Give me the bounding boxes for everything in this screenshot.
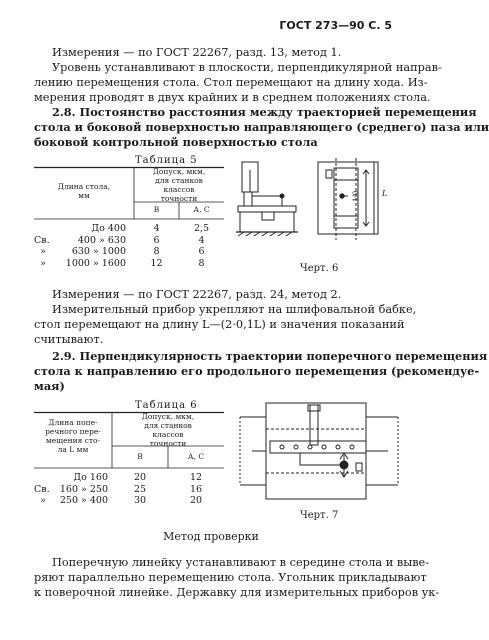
s28-line1: 2.8. Постоянство расстояния между траекторией перемещения: [52, 105, 477, 119]
para1-line1: Измерения — по ГОСТ 22267, разд. 13, метод 1.: [52, 46, 342, 59]
table5-row2-b: 6: [153, 234, 160, 246]
table5-header-tolerance: [134, 167, 224, 203]
table6-header-length-l1: Длина попе-: [48, 418, 98, 427]
table6-row1-b: 20: [133, 472, 147, 483]
table6-header-length-l4: ла L мм: [57, 445, 89, 454]
method-line3: к поверочной линейке. Державку для измерительных приборов ук-: [34, 586, 440, 599]
figure-7-drawing: [240, 393, 400, 511]
table5-header-ac: А, С: [193, 205, 210, 214]
table6-row1-length: До 160: [73, 472, 108, 483]
table5-header-length-l1: Длина стола,: [57, 182, 111, 191]
table6-row2-length: 160 » 250: [59, 483, 108, 495]
table5-row3-length: 630 » 1000: [71, 246, 126, 258]
s29-line1: 2.9. Перпендикулярность траектории поперечного перемещения: [52, 349, 488, 363]
table6-header-tol-l2: для станков: [144, 421, 192, 430]
table5-header-tol-l2: для станков: [155, 176, 203, 185]
table5-header-tol-l1: Допуск, мкм,: [152, 167, 206, 176]
table6-row1-ac: 12: [189, 472, 203, 483]
table5-row4-pre: »: [40, 257, 46, 269]
page-header: ГОСТ 273—90 С. 5: [279, 19, 392, 32]
table5-header-b: В: [153, 205, 160, 214]
table6-header-ac: А, С: [187, 452, 205, 461]
table6-header-tol-l3: классов: [152, 430, 184, 439]
table6-row2-pre: Св.: [34, 483, 50, 495]
table5-row1-b: 4: [153, 223, 160, 234]
method-title: Метод проверки: [163, 530, 259, 543]
table5-header-tol-l3: классов: [163, 185, 195, 194]
table6-header-tol-l4: точности: [149, 439, 187, 448]
table6-row2-b: 25: [133, 483, 147, 495]
table6-header-length: [34, 418, 112, 454]
figure6-dim-label-2: L: [382, 189, 388, 198]
table5-row1-length: До 400: [91, 223, 126, 234]
table6-header-tolerance: [112, 412, 224, 448]
table6-row3-ac: 20: [189, 495, 203, 507]
table5-row2-pre: Св.: [34, 234, 50, 246]
s28-line2: стола и боковой поверхностью направляющего (среднего) паза или: [34, 120, 489, 134]
table5-row3-ac: 6: [198, 246, 205, 258]
para2-line2: Измерительный прибор укрепляют на шлифовальной бабке,: [52, 303, 417, 316]
table5-caption: Таблица 5: [135, 155, 198, 166]
table6-row3-length: 250 » 400: [59, 495, 108, 507]
table5-header-tol-l4: точности: [160, 194, 198, 203]
table6-row3-pre: »: [40, 495, 46, 507]
table6-header-length-l3: мещения сто-: [45, 436, 101, 445]
figure-6-caption: Черт. 6: [300, 263, 339, 274]
table5-row2-length: 400 » 630: [77, 234, 126, 246]
table6-header-b: В: [137, 452, 143, 461]
figure-6-drawing: [236, 150, 396, 268]
table6-header-tol-l1: Допуск, мкм,: [141, 412, 195, 421]
figure6-dim-label: 1/0: [352, 190, 360, 202]
table5-header-length: [34, 182, 134, 200]
s29-line2: стола к направлению его продольного перемещения (рекомендуе-: [34, 364, 480, 378]
table6-caption: Таблица 6: [135, 400, 198, 411]
table5-row4-b: 12: [150, 257, 163, 269]
table6-row2-ac: 16: [189, 483, 203, 495]
table6-header-length-l2: речного пере-: [45, 427, 101, 436]
table5-header-length-l2: мм: [78, 191, 90, 200]
para2-line3: стол перемещают на длину L—(2·0,1L) и значения показаний: [34, 318, 405, 331]
s29-line3: мая): [34, 379, 65, 393]
method-line1: Поперечную линейку устанавливают в середине стола и выве-: [52, 556, 430, 569]
table6-row3-b: 30: [133, 495, 147, 507]
table5-row4-length: 1000 » 1600: [65, 257, 126, 269]
para2-line1: Измерения — по ГОСТ 22267, разд. 24, метод 2.: [52, 288, 342, 301]
table5-row1-ac: 2,5: [193, 223, 210, 234]
table5-row3-pre: »: [40, 246, 46, 258]
para1-line2: Уровень устанавливают в плоскости, перпендикулярной направ-: [52, 61, 442, 74]
table5-row2-ac: 4: [198, 234, 205, 246]
table5-row3-b: 8: [153, 246, 160, 258]
method-line2: ряют параллельно перемещению стола. Угольник прикладывают: [34, 571, 427, 584]
figure-7-caption: Черт. 7: [300, 510, 339, 521]
s28-line3: боковой контрольной поверхностью стола: [34, 135, 318, 149]
para1-line4: мерения проводят в двух крайних и в среднем положениях стола.: [34, 91, 431, 104]
table5-row4-ac: 8: [198, 257, 205, 269]
para2-line4: считывают.: [34, 333, 104, 346]
para1-line3: лению перемещения стола. Стол перемещают на длину хода. Из-: [34, 76, 428, 89]
